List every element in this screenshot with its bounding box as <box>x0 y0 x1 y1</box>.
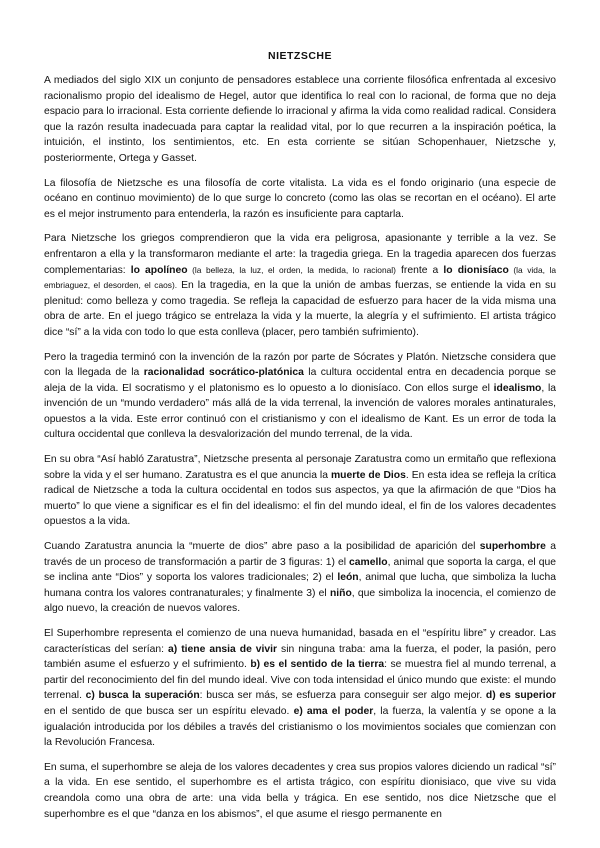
bold-term: lo apolíneo <box>130 264 188 276</box>
text-run: En su obra “Así habló Zaratustra”, Nietzsche presenta al personaje Zaratustra como un ermitaño que reflexiona sobre la vida y el ser humano. Zaratustra es el que anuncia la <box>44 454 556 481</box>
text-run: Cuando Zaratustra anuncia la “muerte de dios” abre paso a la posibilidad de aparición del <box>44 541 480 553</box>
text-run: En suma, el superhombre se aleja de los valores decadentes y crea sus propios valores diciendo un radical “sí” a la vida. En ese sentido, el superhombre es el artista trágico, con espíritu dionisiaco, que vive su vida creandola como una obra de arte: una vida bella y trágica. En ese sentido, nos dice Nietzsche que el superhombre es el que “danza en los abismos”, el que asume el riesgo permanente en <box>44 761 556 820</box>
text-run: A mediados del siglo XIX un conjunto de pensadores establece una corriente filosófica enfrentada al excesivo racionalismo propio del idealismo de Hegel, autor que identifica lo real con lo racional, de forma que no deja espacio para lo irracional. Esta corriente defiende lo irracional y afirma la vida como realidad radical. Considera que la razón resulta inadecuada para captar la realidad vital, por lo que recurren a la inspiración poética, la intuición, el instinto, los sentimientos, etc. En esta corriente se sitúan Schopenhauer, Nietzsche y, posteriormente, Ortega y Gasset. <box>44 75 556 164</box>
text-run: El Superhombre representa el comienzo de una nueva humanidad, basada en el “espíritu libre” y creador. Las características del serían: <box>44 628 556 655</box>
text-run: a través de un proceso de transformación a partir de 3 figuras: 1) el <box>44 541 556 568</box>
text-run: Para Nietzsche los griegos comprendieron que la vida era peligrosa, apasionante y terrible a la vez. Se enfrentaron a ella y la transformaron mediante el arte: la tragedia griega. En la tragedia aparecen dos fuerzas complementarias: <box>44 233 556 276</box>
bold-term: idealismo <box>493 382 542 394</box>
text-run: , animal que lucha, que simboliza la lucha humana contra los valores contranaturales; y finalmente 3) el <box>44 572 556 599</box>
text-run: la cultura occidental entra en decadencia porque se aleja de la vida. El socratismo y el platonismo es lo opuesto a lo dionisíaco. Con ellos surge el <box>44 367 556 394</box>
paragraph-1 <box>44 73 556 167</box>
bold-term: niño <box>329 587 352 599</box>
bold-term: lo dionisíaco <box>443 264 509 276</box>
text-run: , la fuerza, la valentía y se opone a la igualación introducida por los débiles a través del cristianismo o los movimientos sociales que comienzan con la Revolución Francesa. <box>44 705 557 749</box>
bold-term: e) ama el poder <box>293 705 374 717</box>
bold-term: b) es el sentido de la tierra <box>250 659 385 671</box>
parenthetical-note: (la vida, la embriaguez, el desorden, el caos). <box>44 264 556 291</box>
text-run: frente a <box>395 264 444 276</box>
text-run: . En esta idea se refleja la crítica radical de Nietzsche a toda la cultura occidental en todos sus aspectos, ya que la afirmación de que “Dios ha muerto” lo que viene a significar es el fin del idealismo: el fin del mundo ideal, el fin de los valores decadentes opuestos a la vida. <box>44 469 557 528</box>
document-page <box>44 50 556 831</box>
bold-term: racionalidad socrático-platónica <box>143 367 304 379</box>
paragraph-2 <box>44 176 556 223</box>
text-run: : busca ser más, se esfuerza para conseguir ser algo mejor. <box>199 690 486 702</box>
text-run: , la invención de un “mundo verdadero” más allá de la vida terrenal, la invención de valores morales antinaturales, opuestos a la vida. Este error continuó con el cristianismo y con el idealismo de Kant. Es un error de toda la cultura occidental que conlleva la desvalorización del mundo terrenal, de la vida. <box>44 382 556 441</box>
text-run: en el sentido de que busca ser un espíritu elevado. <box>44 705 294 717</box>
text-run: Pero la tragedia terminó con la invención de la razón por parte de Sócrates y Platón. Nietzsche considera que con la llegada de la <box>44 351 556 379</box>
bold-term: superhombre <box>479 541 546 553</box>
bold-term: d) es superior <box>485 690 556 702</box>
bold-term: c) busca la superación <box>85 690 200 702</box>
document-title: NIETZSCHE <box>267 50 332 62</box>
paragraph-4 <box>44 350 556 444</box>
bold-term: muerte de Dios <box>330 469 406 481</box>
paragraph-3 <box>44 231 556 340</box>
text-run: En la tragedia, en la que la unión de ambas fuerzas, se entiende la vida en su plenitud: como belleza y como tragedia. Se refleja la capacidad de esfuerzo para hacer de la vida misma una obra de arte. En el juego trágico se entrelaza la vida y la muerte, la alegría y el sufrimiento. El artista trágico dice “sí” a la vida con todo lo que esta conlleva (placer, pero también sufrimiento). <box>44 280 556 338</box>
text-run: , animal que soporta la carga, el que se inclina ante “Dios” y soporta los valores tradicionales; 2) el <box>44 556 556 584</box>
text-run: sin ninguna traba: ama la fuerza, el poder, la pasión, pero también asume el esfuerzo y el sufrimiento. <box>44 643 556 671</box>
bold-term: camello <box>349 556 388 568</box>
paragraph-6 <box>44 539 556 617</box>
bold-term: león <box>337 572 359 584</box>
text-run: La filosofía de Nietzsche es una filosofía de corte vitalista. La vida es el fondo originario (una especie de océano en continuo movimiento) de lo que surge lo concreto (como las olas se recortan en el océano). El arte es el mejor instrumento para entenderla, la razón es insuficiente para captarla. <box>44 177 556 220</box>
paragraph-7 <box>44 626 556 751</box>
bold-term: a) tiene ansia de vivir <box>168 643 278 655</box>
paragraph-8 <box>44 760 556 822</box>
text-run: : se muestra fiel al mundo terrenal, a partir del reconocimiento del fin del mundo ideal. Vive con toda intensidad el único mundo que existe: el mundo terrenal. <box>44 659 556 702</box>
paragraph-5 <box>44 452 556 530</box>
document-body <box>44 73 556 822</box>
text-run: , que simboliza la inocencia, el comienzo de algo nuevo, la creación de nuevos valores. <box>44 587 556 615</box>
parenthetical-note: (la belleza, la luz, el orden, la medida, lo racional) <box>187 264 396 275</box>
